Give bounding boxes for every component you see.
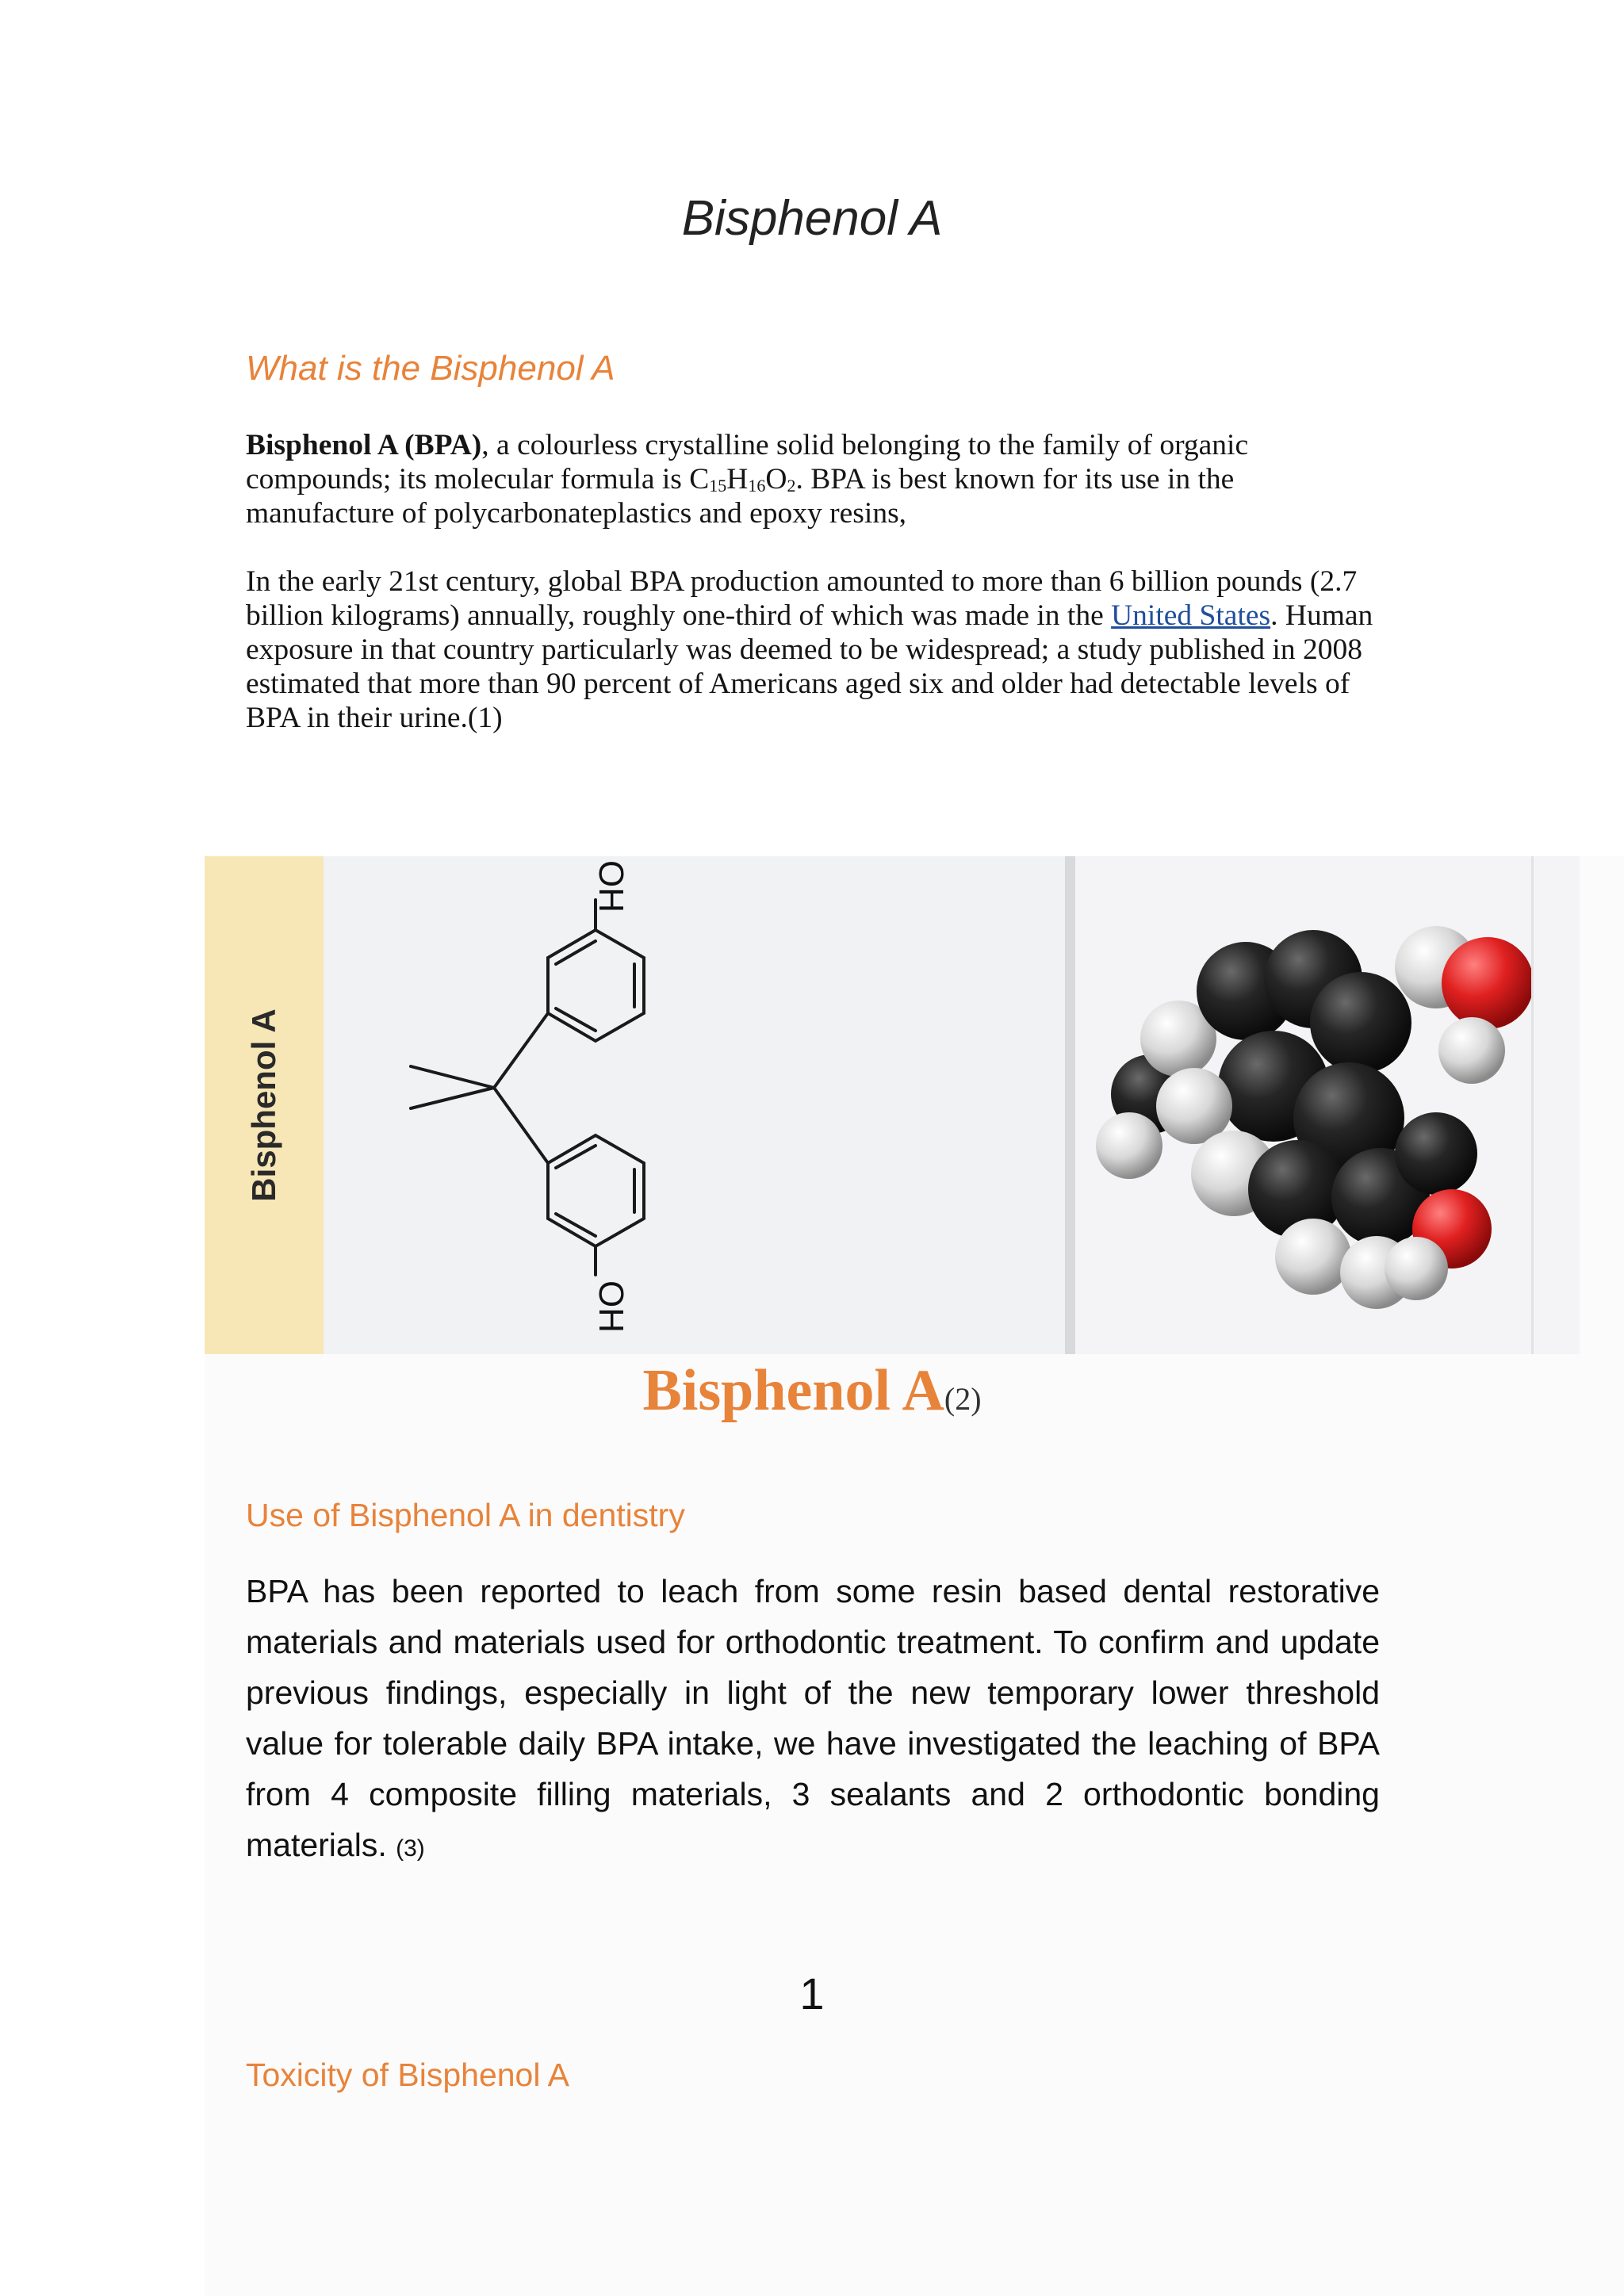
hydroxyl-label-bottom: OH xyxy=(592,1280,630,1333)
dentistry-paragraph xyxy=(246,1566,1380,1874)
document-title: Bisphenol A xyxy=(681,191,943,246)
figure-edge-line xyxy=(1531,856,1534,1354)
section-heading-dentistry: Use of Bisphenol A in dentistry xyxy=(246,1497,685,1533)
figure-divider xyxy=(1065,856,1075,1354)
intro-paragraph xyxy=(246,428,1388,530)
space-filling-model xyxy=(1075,856,1580,1354)
intro-text-part1: , a colourless crystalline solid belonging to the family of organic compounds; its molecular formula is xyxy=(246,429,1249,496)
figure-side-label: Bisphenol A xyxy=(245,1008,282,1202)
bpa-figure xyxy=(205,856,1580,1354)
molecule-atoms xyxy=(1096,926,1534,1309)
united-states-link[interactable]: United States xyxy=(1111,599,1271,632)
lower-benzene-ring xyxy=(548,1135,644,1246)
caption-title: Bisphenol A xyxy=(642,1358,944,1423)
dentistry-text: BPA has been reported to leach from some resin based dental restorative materials and materials used for orthodontic treatment. To confirm and update previous findings, especially in light of the new temporary lower threshold value for tolerable daily BPA intake, we have investigated the leaching of BPA from 4 composite filling materials, 3 sealants and 2 orthodontic bonding materials. xyxy=(246,1573,1380,1863)
section-heading-toxicity: Toxicity of Bisphenol A xyxy=(246,2057,569,2093)
production-text-part1: In the early 21st century, global BPA production amounted to more than 6 billion pounds (2.7 billion kilograms) annually, roughly one-third of which was made in the xyxy=(246,565,1358,632)
bold-lead-term: Bisphenol A (BPA) xyxy=(246,429,482,461)
page-number: 1 xyxy=(799,1969,825,2019)
production-text-part2: . Human exposure in that country particularly was deemed to be widespread; a study published in 2008 estimated that more than 90 percent of Americans aged six and older had detectable levels of BPA in their urine.(1) xyxy=(246,599,1373,734)
figure-side-band xyxy=(205,856,324,1354)
section-heading-what-is-bpa: What is the Bisphenol A xyxy=(246,349,615,388)
figure-caption xyxy=(0,1357,1624,1425)
structural-formula-panel xyxy=(324,856,1065,1354)
space-filling-model-panel xyxy=(1075,856,1580,1354)
structural-formula-diagram xyxy=(324,856,1065,1354)
hydroxyl-label-top: OH xyxy=(592,860,630,913)
production-paragraph xyxy=(246,564,1388,735)
caption-reference: (2) xyxy=(944,1381,982,1417)
intro-text-part2: . BPA is best known for its use in the manufacture of polycarbonateplastics and epoxy resins, xyxy=(246,463,1235,530)
dentistry-reference: (3) xyxy=(396,1835,425,1862)
upper-benzene-ring xyxy=(548,930,644,1041)
molecular-formula: $C_{15}H_{16}O_2$ xyxy=(689,463,796,496)
